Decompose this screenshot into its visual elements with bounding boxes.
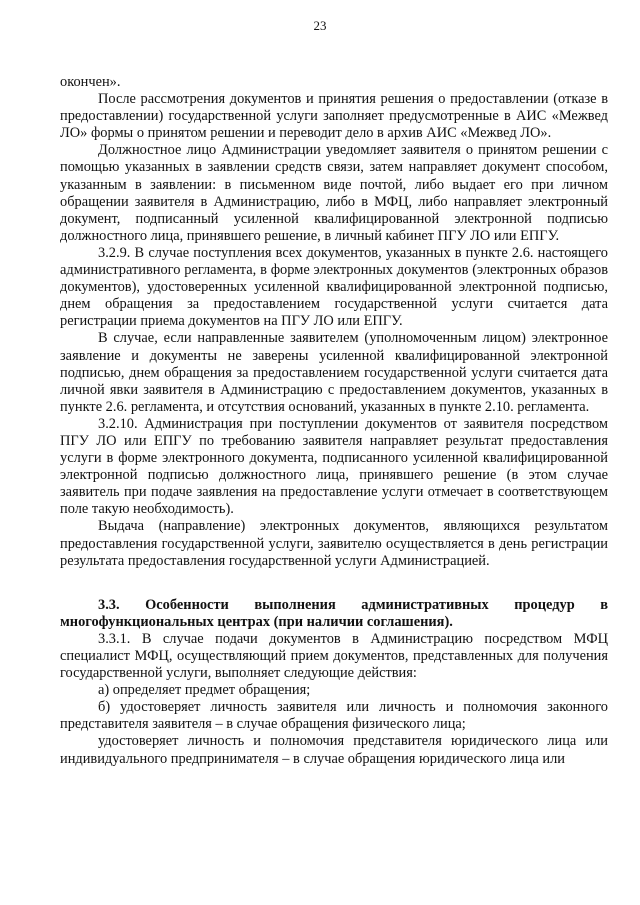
section-heading-3-3: 3.3. Особенности выполнения административных процедур в многофункциональных центрах (при наличии соглашения). xyxy=(60,596,608,630)
paragraph-continuation: окончен». xyxy=(60,74,121,90)
paragraph-issuance: Выдача (направление) электронных документов, являющихся результатом предоставления государственной услуги, заявителю осуществляется в день регистрации результата предоставления государственной услуги Администрацией. xyxy=(60,518,608,569)
paragraph-3-3-1: 3.3.1. В случае подачи документов в Администрацию посредством МФЦ специалист МФЦ, осуществляющий прием документов, представленных для получения государственной услуги, выполняет следующие действия: xyxy=(60,630,608,682)
document-body xyxy=(60,74,608,768)
paragraph-notification: Должностное лицо Администрации уведомляет заявителя о принятом решении с помощью указанных в заявлении средств связи, затем направляет документ способом, указанным в заявлении: в письменном виде почтой, либо выдает его при личном обращении заявителя в Администрацию, либо в МФЦ, либо направляет электронный документ, подписанный усиленной квалифицированной электронной подписью должностного лица, принявшего решение, в личный кабинет ПГУ ЛО или ЕПГУ. xyxy=(60,142,608,244)
section-spacer xyxy=(60,570,608,597)
paragraph-3-2-10: 3.2.10. Администрация при поступлении документов от заявителя посредством ПГУ ЛО или ЕПГУ по требованию заявителя направляет результат предоставления услуги в форме электронного документа, подписанного усиленной квалифицированной электронной подписью должностного лица, принявшего решение (в этом случае заявитель при подаче заявления на предоставление услуги отмечает в соответствующем поле такую необходимость). xyxy=(60,415,608,518)
paragraph-3-2-9: 3.2.9. В случае поступления всех документов, указанных в пункте 2.6. настоящего административного регламента, в форме электронных документов (электронных образов документов), удостоверенных усиленной квалифицированной электронной подписью, днем обращения за предоставлением государственной услуги считается дата регистрации приема документов на ПГУ ЛО или ЕПГУ. xyxy=(60,244,608,330)
paragraph-archive: После рассмотрения документов и принятия решения о предоставлении (отказе в предоставлении) государственной услуги заполняет предусмотренные в АИС «Межвед ЛО» формы о принятом решении и переводит дело в архив АИС «Межвед ЛО». xyxy=(60,91,608,142)
paragraph-unsigned-docs: В случае, если направленные заявителем (уполномоченным лицом) электронное заявление и документы не заверены усиленной квалифицированной электронной подписью, днем обращения за предоставлением государственной услуги считается дата личной явки заявителя в Администрацию с предоставлением документов, указанных в пункте 2.6. регламента, и отсутствия оснований, указанных в пункте 2.10. регламента. xyxy=(60,330,608,415)
paragraph-legal-entity: удостоверяет личность и полномочия представителя юридического лица или индивидуального предпринимателя – в случае обращения юридического лица или xyxy=(60,733,608,767)
list-item-a: а) определяет предмет обращения; xyxy=(98,682,311,699)
list-item-b: б) удостоверяет личность заявителя или личность и полномочия законного представителя заявителя – в случае обращения физического лица; xyxy=(60,699,608,733)
page-number: 23 xyxy=(313,18,327,33)
